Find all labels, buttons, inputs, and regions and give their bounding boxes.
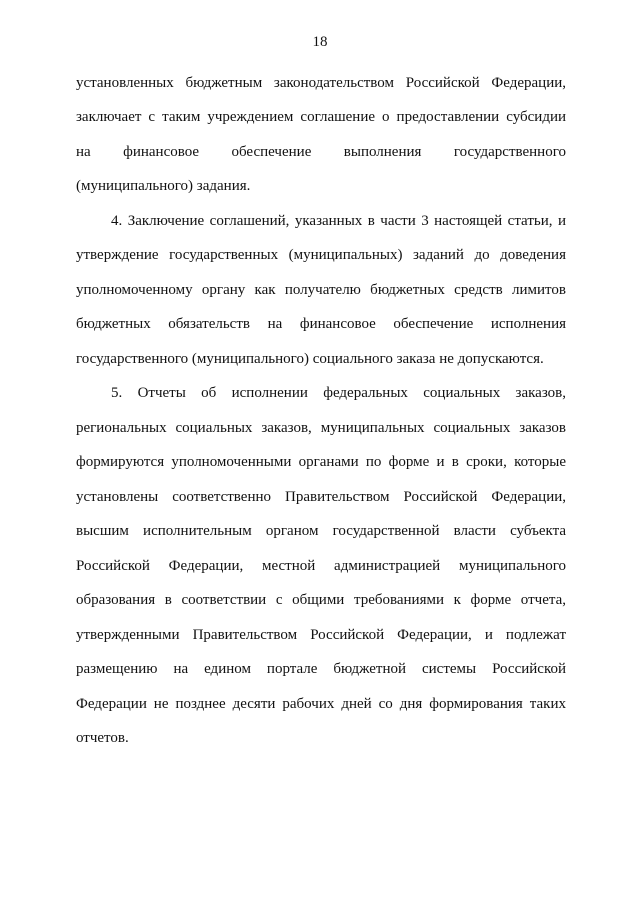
text-line: заключает с таким учреждением соглашение о предоставлении субсидии xyxy=(76,109,566,125)
text-line: бюджетных обязательств на финансовое обеспечение исполнения xyxy=(76,316,566,332)
page-number: 18 xyxy=(312,34,328,50)
text-line: государственного (муниципального) социального заказа не допускаются. xyxy=(76,351,544,367)
text-line: установленных бюджетным законодательством Российской Федерации, xyxy=(76,75,566,91)
text-line: размещению на едином портале бюджетной системы Российской xyxy=(76,661,566,677)
text-line: региональных социальных заказов, муниципальных социальных заказов xyxy=(76,420,566,436)
text-line: формируются уполномоченными органами по форме и в сроки, которые xyxy=(76,454,566,470)
text-line: утверждение государственных (муниципальных) заданий до доведения xyxy=(76,247,566,263)
text-line: уполномоченному органу как получателю бюджетных средств лимитов xyxy=(76,282,566,298)
text-line: Российской Федерации, местной администрацией муниципального xyxy=(76,558,566,574)
text-line: установлены соответственно Правительством Российской Федерации, xyxy=(76,489,566,505)
text-line: на финансовое обеспечение выполнения государственного xyxy=(76,144,566,160)
text-line: Федерации не позднее десяти рабочих дней со дня формирования таких xyxy=(76,696,566,712)
text-line: отчетов. xyxy=(76,730,129,746)
text-line: (муниципального) задания. xyxy=(76,178,251,194)
text-line: 4. Заключение соглашений, указанных в части 3 настоящей статьи, и xyxy=(111,213,566,229)
text-line: утвержденными Правительством Российской Федерации, и подлежат xyxy=(76,627,566,643)
text-line: образования в соответствии с общими требованиями к форме отчета, xyxy=(76,592,566,608)
text-line: высшим исполнительным органом государственной власти субъекта xyxy=(76,523,566,539)
text-line: 5. Отчеты об исполнении федеральных социальных заказов, xyxy=(111,385,566,401)
